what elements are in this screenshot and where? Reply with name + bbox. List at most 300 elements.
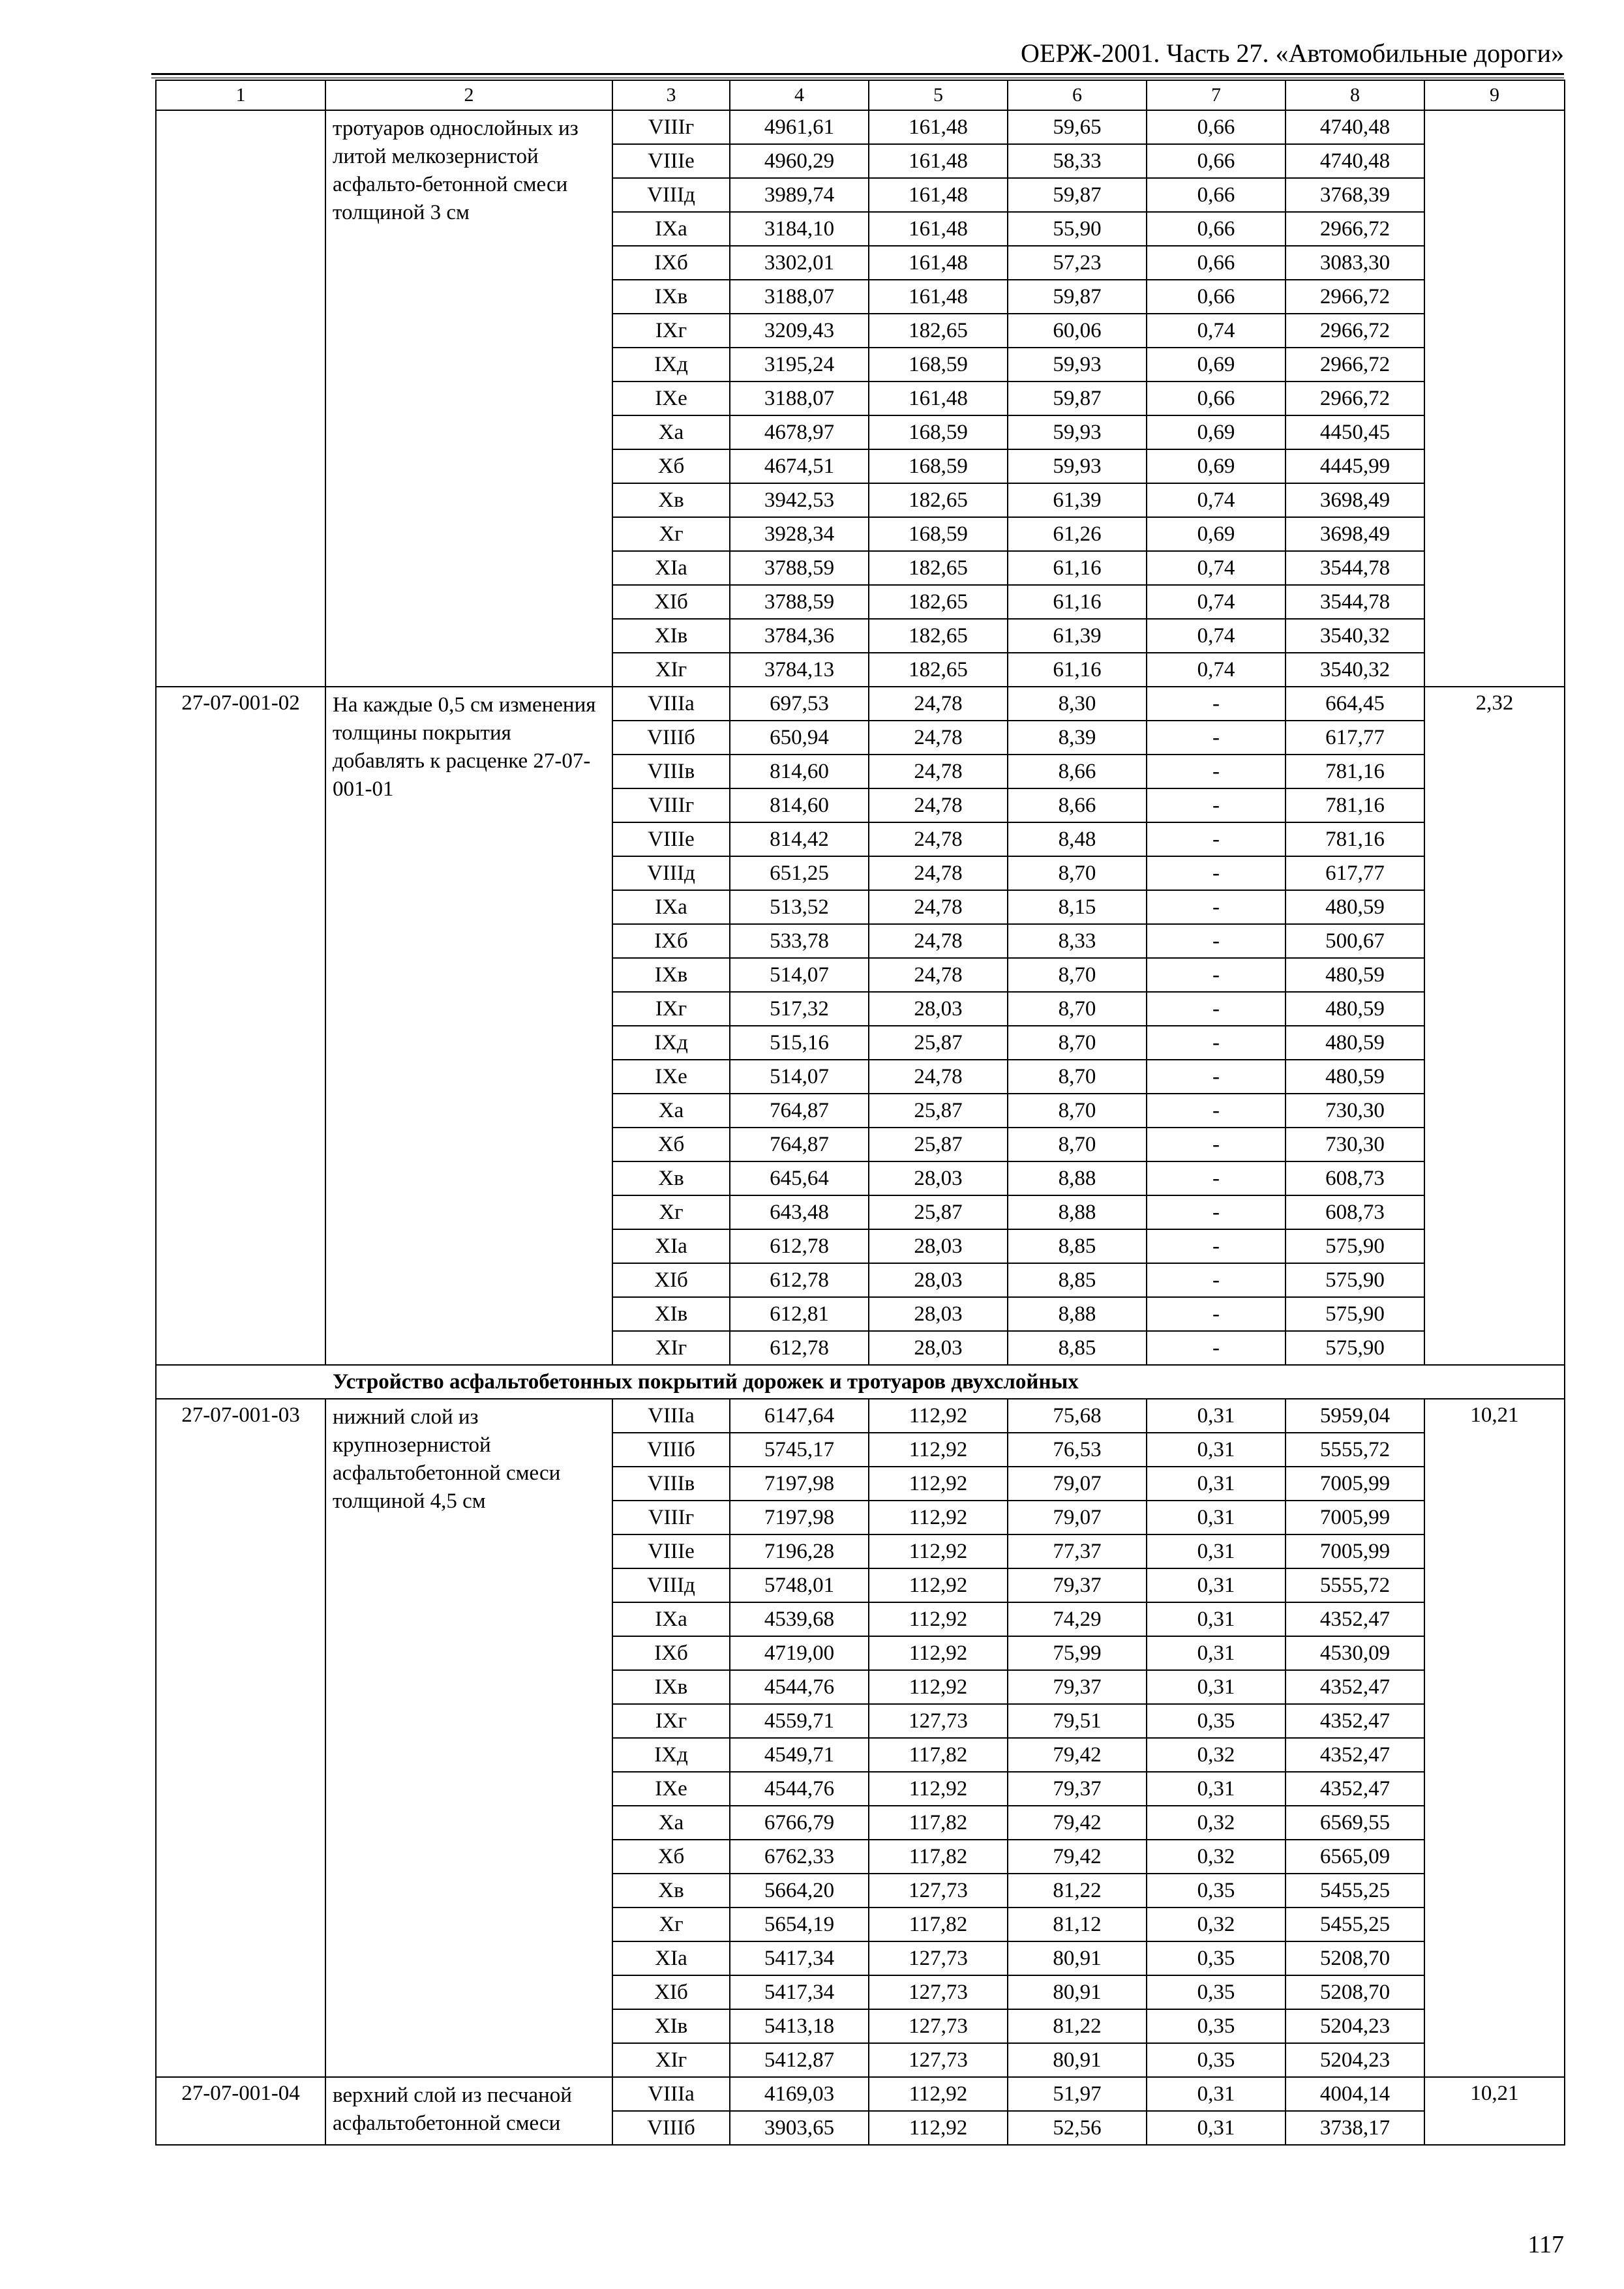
column-number: 9 <box>1424 80 1565 110</box>
page-header: ОЕРЖ-2001. Часть 27. «Автомобильные дороги» <box>1021 38 1564 68</box>
drivers-wages-cell: - <box>1147 890 1286 924</box>
materials-cell: 781,16 <box>1286 822 1424 856</box>
machines-cell: 79,42 <box>1008 1738 1147 1772</box>
materials-cell: 3544,78 <box>1286 585 1424 619</box>
zone-cell: IXг <box>612 1704 730 1738</box>
materials-cell: 575,90 <box>1286 1297 1424 1331</box>
wages-cell: 161,48 <box>869 382 1008 415</box>
machines-cell: 8,70 <box>1008 1060 1147 1094</box>
drivers-wages-cell: 0,74 <box>1147 653 1286 687</box>
total-cost-cell: 814,60 <box>730 755 869 788</box>
total-cost-cell: 4539,68 <box>730 1602 869 1636</box>
machines-cell: 8,30 <box>1008 687 1147 721</box>
machines-cell: 8,88 <box>1008 1161 1147 1195</box>
materials-cell: 4352,47 <box>1286 1704 1424 1738</box>
machines-cell: 8,66 <box>1008 788 1147 822</box>
drivers-wages-cell: 0,69 <box>1147 517 1286 551</box>
zone-cell: VIIIa <box>612 2077 730 2111</box>
work-description-cell: тротуаров однослойных из литой мелкозернистой асфальто-бетонной смеси толщиной 3 см <box>325 110 612 687</box>
machines-cell: 8,70 <box>1008 1094 1147 1128</box>
drivers-wages-cell: 0,66 <box>1147 280 1286 314</box>
machines-cell: 57,23 <box>1008 246 1147 280</box>
zone-cell: IXг <box>612 992 730 1026</box>
machines-cell: 59,93 <box>1008 449 1147 483</box>
machines-cell: 61,39 <box>1008 483 1147 517</box>
wages-cell: 24,78 <box>869 721 1008 755</box>
wages-cell: 25,87 <box>869 1128 1008 1161</box>
wages-cell: 24,78 <box>869 755 1008 788</box>
total-cost-cell: 3942,53 <box>730 483 869 517</box>
total-cost-cell: 3195,24 <box>730 348 869 382</box>
drivers-wages-cell: 0,74 <box>1147 619 1286 653</box>
total-cost-cell: 3188,07 <box>730 280 869 314</box>
machines-cell: 59,87 <box>1008 280 1147 314</box>
drivers-wages-cell: 0,31 <box>1147 2077 1286 2111</box>
materials-cell: 617,77 <box>1286 721 1424 755</box>
total-cost-cell: 612,78 <box>730 1263 869 1297</box>
wages-cell: 127,73 <box>869 1975 1008 2009</box>
materials-cell: 2966,72 <box>1286 382 1424 415</box>
machines-cell: 75,99 <box>1008 1636 1147 1670</box>
zone-cell: XIб <box>612 585 730 619</box>
zone-cell: IXв <box>612 958 730 992</box>
drivers-wages-cell: - <box>1147 1128 1286 1161</box>
drivers-wages-cell: - <box>1147 1263 1286 1297</box>
drivers-wages-cell: 0,31 <box>1147 1568 1286 1602</box>
wages-cell: 28,03 <box>869 1263 1008 1297</box>
materials-cell: 4740,48 <box>1286 144 1424 178</box>
drivers-wages-cell: 0,35 <box>1147 1975 1286 2009</box>
total-cost-cell: 764,87 <box>730 1128 869 1161</box>
page-number: 117 <box>1527 2231 1564 2258</box>
machines-cell: 59,87 <box>1008 382 1147 415</box>
column-number-row <box>156 80 1565 110</box>
materials-cell: 5208,70 <box>1286 1975 1424 2009</box>
materials-cell: 7005,99 <box>1286 1501 1424 1534</box>
machines-cell: 79,07 <box>1008 1467 1147 1501</box>
zone-cell: Xв <box>612 483 730 517</box>
total-cost-cell: 5417,34 <box>730 1975 869 2009</box>
zone-cell: Xг <box>612 1195 730 1229</box>
materials-cell: 4530,09 <box>1286 1636 1424 1670</box>
total-cost-cell: 4169,03 <box>730 2077 869 2111</box>
zone-cell: IXг <box>612 314 730 348</box>
machines-cell: 61,16 <box>1008 653 1147 687</box>
zone-cell: IXд <box>612 1026 730 1060</box>
drivers-wages-cell: 0,31 <box>1147 1636 1286 1670</box>
work-description-cell: нижний слой из крупнозернистой асфальтобетонной смеси толщиной 4,5 см <box>325 1399 612 2077</box>
total-cost-cell: 3302,01 <box>730 246 869 280</box>
wages-cell: 182,65 <box>869 483 1008 517</box>
wages-cell: 127,73 <box>869 2043 1008 2077</box>
total-cost-cell: 7197,98 <box>730 1501 869 1534</box>
drivers-wages-cell: - <box>1147 1161 1286 1195</box>
zone-cell: IXб <box>612 924 730 958</box>
wages-cell: 112,92 <box>869 1433 1008 1467</box>
wages-cell: 182,65 <box>869 314 1008 348</box>
machines-cell: 8,70 <box>1008 1026 1147 1060</box>
materials-cell: 4352,47 <box>1286 1772 1424 1806</box>
column-number: 5 <box>869 80 1008 110</box>
drivers-wages-cell: - <box>1147 822 1286 856</box>
work-description-cell: верхний слой из песчаной асфальтобетонной смеси <box>325 2077 612 2145</box>
wages-cell: 161,48 <box>869 280 1008 314</box>
materials-cell: 4352,47 <box>1286 1738 1424 1772</box>
total-cost-cell: 6766,79 <box>730 1806 869 1840</box>
zone-cell: VIIIв <box>612 755 730 788</box>
materials-cell: 500,67 <box>1286 924 1424 958</box>
drivers-wages-cell: - <box>1147 958 1286 992</box>
drivers-wages-cell: - <box>1147 721 1286 755</box>
wages-cell: 161,48 <box>869 178 1008 212</box>
zone-cell: Xг <box>612 1908 730 1941</box>
total-cost-cell: 7197,98 <box>730 1467 869 1501</box>
machines-cell: 59,87 <box>1008 178 1147 212</box>
zone-cell: XIв <box>612 2009 730 2043</box>
total-cost-cell: 697,53 <box>730 687 869 721</box>
zone-cell: VIIIa <box>612 1399 730 1433</box>
total-cost-cell: 5412,87 <box>730 2043 869 2077</box>
total-cost-cell: 6147,64 <box>730 1399 869 1433</box>
materials-cell: 5959,04 <box>1286 1399 1424 1433</box>
machines-cell: 79,37 <box>1008 1772 1147 1806</box>
machines-cell: 80,91 <box>1008 2043 1147 2077</box>
total-cost-cell: 4961,61 <box>730 110 869 144</box>
total-cost-cell: 4678,97 <box>730 415 869 449</box>
wages-cell: 117,82 <box>869 1738 1008 1772</box>
materials-cell: 2966,72 <box>1286 314 1424 348</box>
total-cost-cell: 650,94 <box>730 721 869 755</box>
column-number: 4 <box>730 80 869 110</box>
machines-cell: 81,22 <box>1008 2009 1147 2043</box>
zone-cell: VIIIд <box>612 1568 730 1602</box>
wages-cell: 25,87 <box>869 1195 1008 1229</box>
wages-cell: 25,87 <box>869 1094 1008 1128</box>
machines-cell: 80,91 <box>1008 1941 1147 1975</box>
wages-cell: 112,92 <box>869 1534 1008 1568</box>
drivers-wages-cell: 0,66 <box>1147 144 1286 178</box>
wages-cell: 112,92 <box>869 1467 1008 1501</box>
zone-cell: XIa <box>612 1229 730 1263</box>
wages-cell: 127,73 <box>869 1941 1008 1975</box>
materials-cell: 4445,99 <box>1286 449 1424 483</box>
index-cell: 2,32 <box>1424 687 1565 1365</box>
zone-cell: Xб <box>612 1128 730 1161</box>
wages-cell: 161,48 <box>869 144 1008 178</box>
drivers-wages-cell: 0,74 <box>1147 551 1286 585</box>
total-cost-cell: 3184,10 <box>730 212 869 246</box>
machines-cell: 79,37 <box>1008 1568 1147 1602</box>
zone-cell: IXд <box>612 1738 730 1772</box>
total-cost-cell: 513,52 <box>730 890 869 924</box>
column-number: 1 <box>156 80 325 110</box>
total-cost-cell: 645,64 <box>730 1161 869 1195</box>
drivers-wages-cell: 0,66 <box>1147 212 1286 246</box>
wages-cell: 112,92 <box>869 1670 1008 1704</box>
machines-cell: 81,12 <box>1008 1908 1147 1941</box>
table-row <box>156 687 1565 721</box>
materials-cell: 5555,72 <box>1286 1568 1424 1602</box>
materials-cell: 4740,48 <box>1286 110 1424 144</box>
drivers-wages-cell: 0,69 <box>1147 415 1286 449</box>
machines-cell: 8,88 <box>1008 1195 1147 1229</box>
total-cost-cell: 3209,43 <box>730 314 869 348</box>
index-cell: 10,21 <box>1424 2077 1565 2145</box>
total-cost-cell: 5664,20 <box>730 1874 869 1908</box>
drivers-wages-cell: - <box>1147 856 1286 890</box>
column-number: 3 <box>612 80 730 110</box>
machines-cell: 61,39 <box>1008 619 1147 653</box>
zone-cell: XIa <box>612 1941 730 1975</box>
materials-cell: 2966,72 <box>1286 348 1424 382</box>
machines-cell: 75,68 <box>1008 1399 1147 1433</box>
total-cost-cell: 533,78 <box>730 924 869 958</box>
materials-cell: 4004,14 <box>1286 2077 1424 2111</box>
zone-cell: VIIIд <box>612 856 730 890</box>
total-cost-cell: 4674,51 <box>730 449 869 483</box>
wages-cell: 182,65 <box>869 653 1008 687</box>
drivers-wages-cell: 0,66 <box>1147 178 1286 212</box>
materials-cell: 608,73 <box>1286 1195 1424 1229</box>
rate-code-cell: 27-07-001-03 <box>156 1399 325 2077</box>
materials-cell: 480,59 <box>1286 1026 1424 1060</box>
machines-cell: 61,26 <box>1008 517 1147 551</box>
drivers-wages-cell: - <box>1147 1094 1286 1128</box>
machines-cell: 52,56 <box>1008 2111 1147 2145</box>
wages-cell: 117,82 <box>869 1908 1008 1941</box>
machines-cell: 79,51 <box>1008 1704 1147 1738</box>
wages-cell: 168,59 <box>869 348 1008 382</box>
rate-code-cell: 27-07-001-04 <box>156 2077 325 2145</box>
zone-cell: Xa <box>612 415 730 449</box>
drivers-wages-cell: 0,69 <box>1147 449 1286 483</box>
wages-cell: 182,65 <box>869 585 1008 619</box>
index-cell: 10,21 <box>1424 1399 1565 2077</box>
zone-cell: XIв <box>612 1297 730 1331</box>
zone-cell: Xб <box>612 449 730 483</box>
wages-cell: 168,59 <box>869 517 1008 551</box>
total-cost-cell: 3788,59 <box>730 585 869 619</box>
total-cost-cell: 3784,13 <box>730 653 869 687</box>
materials-cell: 480,59 <box>1286 992 1424 1026</box>
table-row <box>156 2077 1565 2111</box>
machines-cell: 79,07 <box>1008 1501 1147 1534</box>
machines-cell: 76,53 <box>1008 1433 1147 1467</box>
wages-cell: 28,03 <box>869 992 1008 1026</box>
materials-cell: 5204,23 <box>1286 2009 1424 2043</box>
drivers-wages-cell: 0,35 <box>1147 2043 1286 2077</box>
zone-cell: IXв <box>612 1670 730 1704</box>
wages-cell: 161,48 <box>869 246 1008 280</box>
zone-cell: VIIIг <box>612 1501 730 1534</box>
wages-cell: 24,78 <box>869 788 1008 822</box>
machines-cell: 58,33 <box>1008 144 1147 178</box>
zone-cell: IXe <box>612 1772 730 1806</box>
zone-cell: VIIIa <box>612 687 730 721</box>
wages-cell: 25,87 <box>869 1026 1008 1060</box>
rate-code-cell: 27-07-001-02 <box>156 687 325 1365</box>
wages-cell: 117,82 <box>869 1806 1008 1840</box>
drivers-wages-cell: 0,31 <box>1147 1534 1286 1568</box>
materials-cell: 4352,47 <box>1286 1602 1424 1636</box>
materials-cell: 575,90 <box>1286 1331 1424 1365</box>
wages-cell: 24,78 <box>869 890 1008 924</box>
zone-cell: VIIIг <box>612 110 730 144</box>
total-cost-cell: 5745,17 <box>730 1433 869 1467</box>
machines-cell: 81,22 <box>1008 1874 1147 1908</box>
drivers-wages-cell: 0,31 <box>1147 1602 1286 1636</box>
materials-cell: 3540,32 <box>1286 653 1424 687</box>
materials-cell: 5208,70 <box>1286 1941 1424 1975</box>
machines-cell: 59,65 <box>1008 110 1147 144</box>
zone-cell: Xг <box>612 517 730 551</box>
total-cost-cell: 5417,34 <box>730 1941 869 1975</box>
drivers-wages-cell: 0,74 <box>1147 585 1286 619</box>
drivers-wages-cell: - <box>1147 687 1286 721</box>
drivers-wages-cell: 0,69 <box>1147 348 1286 382</box>
drivers-wages-cell: - <box>1147 788 1286 822</box>
materials-cell: 3544,78 <box>1286 551 1424 585</box>
materials-cell: 3768,39 <box>1286 178 1424 212</box>
zone-cell: VIIIв <box>612 1467 730 1501</box>
machines-cell: 8,85 <box>1008 1331 1147 1365</box>
machines-cell: 74,29 <box>1008 1602 1147 1636</box>
column-number: 8 <box>1286 80 1424 110</box>
materials-cell: 781,16 <box>1286 788 1424 822</box>
total-cost-cell: 814,42 <box>730 822 869 856</box>
machines-cell: 8,39 <box>1008 721 1147 755</box>
materials-cell: 617,77 <box>1286 856 1424 890</box>
total-cost-cell: 6762,33 <box>730 1840 869 1874</box>
wages-cell: 28,03 <box>869 1331 1008 1365</box>
zone-cell: IXa <box>612 1602 730 1636</box>
drivers-wages-cell: 0,31 <box>1147 2111 1286 2145</box>
wages-cell: 24,78 <box>869 687 1008 721</box>
zone-cell: XIг <box>612 1331 730 1365</box>
wages-cell: 112,92 <box>869 1636 1008 1670</box>
zone-cell: IXв <box>612 280 730 314</box>
machines-cell: 8,15 <box>1008 890 1147 924</box>
table-row <box>156 110 1565 144</box>
zone-cell: IXa <box>612 212 730 246</box>
materials-cell: 2966,72 <box>1286 212 1424 246</box>
wages-cell: 127,73 <box>869 1704 1008 1738</box>
zone-cell: IXe <box>612 382 730 415</box>
drivers-wages-cell: 0,31 <box>1147 1399 1286 1433</box>
materials-cell: 575,90 <box>1286 1263 1424 1297</box>
machines-cell: 51,97 <box>1008 2077 1147 2111</box>
wages-cell: 112,92 <box>869 2111 1008 2145</box>
materials-cell: 730,30 <box>1286 1094 1424 1128</box>
zone-cell: Xв <box>612 1161 730 1195</box>
drivers-wages-cell: 0,74 <box>1147 483 1286 517</box>
wages-cell: 24,78 <box>869 822 1008 856</box>
drivers-wages-cell: - <box>1147 1026 1286 1060</box>
zone-cell: XIб <box>612 1975 730 2009</box>
machines-cell: 8,70 <box>1008 1128 1147 1161</box>
wages-cell: 112,92 <box>869 1602 1008 1636</box>
drivers-wages-cell: 0,35 <box>1147 2009 1286 2043</box>
drivers-wages-cell: - <box>1147 755 1286 788</box>
zone-cell: XIa <box>612 551 730 585</box>
wages-cell: 28,03 <box>869 1161 1008 1195</box>
pricing-table <box>155 80 1565 2146</box>
machines-cell: 8,70 <box>1008 958 1147 992</box>
machines-cell: 61,16 <box>1008 585 1147 619</box>
zone-cell: VIIIe <box>612 144 730 178</box>
zone-cell: IXб <box>612 1636 730 1670</box>
total-cost-cell: 4559,71 <box>730 1704 869 1738</box>
wages-cell: 161,48 <box>869 212 1008 246</box>
wages-cell: 112,92 <box>869 2077 1008 2111</box>
index-cell <box>1424 110 1565 687</box>
wages-cell: 24,78 <box>869 958 1008 992</box>
wages-cell: 24,78 <box>869 924 1008 958</box>
drivers-wages-cell: 0,66 <box>1147 110 1286 144</box>
materials-cell: 5555,72 <box>1286 1433 1424 1467</box>
machines-cell: 79,42 <box>1008 1840 1147 1874</box>
wages-cell: 28,03 <box>869 1297 1008 1331</box>
zone-cell: IXe <box>612 1060 730 1094</box>
total-cost-cell: 612,78 <box>730 1229 869 1263</box>
wages-cell: 112,92 <box>869 1772 1008 1806</box>
total-cost-cell: 3928,34 <box>730 517 869 551</box>
machines-cell: 79,42 <box>1008 1806 1147 1840</box>
drivers-wages-cell: 0,35 <box>1147 1704 1286 1738</box>
machines-cell: 8,33 <box>1008 924 1147 958</box>
total-cost-cell: 3784,36 <box>730 619 869 653</box>
drivers-wages-cell: 0,66 <box>1147 246 1286 280</box>
wages-cell: 182,65 <box>869 619 1008 653</box>
zone-cell: VIIIe <box>612 1534 730 1568</box>
drivers-wages-cell: - <box>1147 1229 1286 1263</box>
column-number: 6 <box>1008 80 1147 110</box>
machines-cell: 8,85 <box>1008 1263 1147 1297</box>
materials-cell: 5455,25 <box>1286 1908 1424 1941</box>
total-cost-cell: 514,07 <box>730 958 869 992</box>
materials-cell: 7005,99 <box>1286 1467 1424 1501</box>
materials-cell: 608,73 <box>1286 1161 1424 1195</box>
drivers-wages-cell: - <box>1147 992 1286 1026</box>
drivers-wages-cell: 0,31 <box>1147 1772 1286 1806</box>
zone-cell: XIг <box>612 653 730 687</box>
materials-cell: 5455,25 <box>1286 1874 1424 1908</box>
zone-cell: VIIIe <box>612 822 730 856</box>
materials-cell: 3738,17 <box>1286 2111 1424 2145</box>
drivers-wages-cell: 0,66 <box>1147 382 1286 415</box>
zone-cell: VIIIд <box>612 178 730 212</box>
zone-cell: VIIIг <box>612 788 730 822</box>
zone-cell: VIIIб <box>612 721 730 755</box>
materials-cell: 7005,99 <box>1286 1534 1424 1568</box>
wages-cell: 168,59 <box>869 449 1008 483</box>
materials-cell: 664,45 <box>1286 687 1424 721</box>
materials-cell: 3083,30 <box>1286 246 1424 280</box>
zone-cell: IXд <box>612 348 730 382</box>
drivers-wages-cell: 0,32 <box>1147 1806 1286 1840</box>
wages-cell: 182,65 <box>869 551 1008 585</box>
header-rule <box>151 73 1564 75</box>
drivers-wages-cell: - <box>1147 1195 1286 1229</box>
total-cost-cell: 4719,00 <box>730 1636 869 1670</box>
materials-cell: 781,16 <box>1286 755 1424 788</box>
total-cost-cell: 5748,01 <box>730 1568 869 1602</box>
machines-cell: 80,91 <box>1008 1975 1147 2009</box>
machines-cell: 77,37 <box>1008 1534 1147 1568</box>
drivers-wages-cell: - <box>1147 924 1286 958</box>
drivers-wages-cell: 0,35 <box>1147 1874 1286 1908</box>
zone-cell: IXa <box>612 890 730 924</box>
